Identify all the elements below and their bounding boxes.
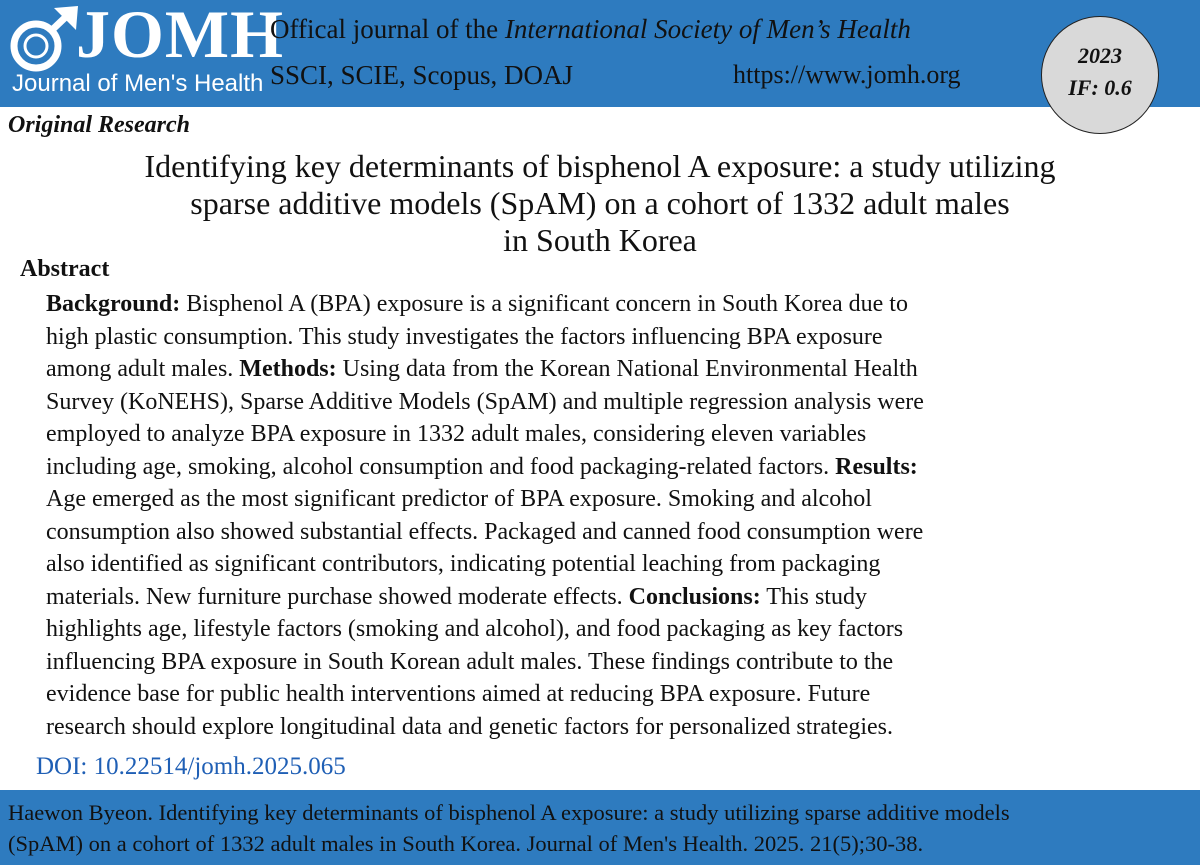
- abstract-line: among adult males. Methods: Using data from the Korean National Environmental Health: [46, 356, 918, 382]
- abstract-line: consumption also showed substantial effects. Packaged and canned food consumption were: [46, 518, 924, 545]
- abstract-line: high plastic consumption. This study investigates the factors influencing BPA exposure: [46, 323, 883, 350]
- citation-line: (SpAM) on a cohort of 1332 adult males in South Korea. Journal of Men's Health. 2025. 21(5);30-38.: [8, 831, 924, 856]
- abstract-section-label: Conclusions:: [628, 583, 761, 610]
- abstract-line: evidence base for public health interventions aimed at reducing BPA exposure. Future: [46, 681, 871, 707]
- society-statement: [270, 14, 911, 45]
- abstract-body: [46, 288, 1176, 743]
- abstract-line: also identified as significant contributors, indicating potential leaching from packaging: [46, 551, 881, 577]
- abstract-section-label: Background:: [46, 291, 181, 317]
- journal-logo[interactable]: [8, 0, 284, 104]
- abstract-line: research should explore longitudinal data and genetic factors for personalized strategies.: [46, 713, 894, 740]
- indexing-list: SSCI, SCIE, Scopus, DOAJ: [270, 60, 574, 90]
- impact-factor-badge: [1041, 16, 1159, 134]
- citation-text: [8, 797, 1193, 859]
- abstract-line: highlights age, lifestyle factors (smoking and alcohol), and food packaging as key factors: [46, 616, 904, 642]
- title-line: in South Korea: [503, 222, 697, 258]
- citation-footer: [0, 790, 1200, 865]
- male-symbol-icon: [8, 6, 80, 76]
- abstract-line: employed to analyze BPA exposure in 1332 adult males, considering eleven variables: [46, 421, 867, 447]
- abstract-heading: Abstract: [20, 256, 110, 282]
- abstract-line: materials. New furniture purchase showed moderate effects. Conclusions: This study: [46, 583, 867, 610]
- journal-header: [0, 0, 1200, 107]
- abstract-line: including age, smoking, alcohol consumption and food packaging-related factors. Results:: [46, 453, 918, 480]
- society-prefix: Offical journal of the: [270, 14, 505, 44]
- abstract-line: influencing BPA exposure in South Korean adult males. These findings contribute to the: [46, 648, 894, 675]
- abstract-section-label: Methods:: [239, 356, 337, 382]
- logo-wordmark: JOMH: [76, 0, 284, 72]
- logo-subtitle: Journal of Men's Health: [12, 70, 264, 97]
- doi-link[interactable]: DOI: 10.22514/jomh.2025.065: [36, 753, 346, 780]
- website-link[interactable]: https://www.jomh.org: [733, 60, 961, 89]
- abstract-line: Survey (KoNEHS), Sparse Additive Models (SpAM) and multiple regression analysis were: [46, 388, 924, 415]
- abstract-line: Age emerged as the most significant predictor of BPA exposure. Smoking and alcohol: [46, 486, 872, 512]
- society-name: International Society of Men’s Health: [504, 14, 911, 44]
- article-title: [0, 148, 1200, 259]
- article-type: Original Research: [8, 112, 191, 138]
- badge-year: 2023: [1078, 43, 1122, 68]
- title-line: sparse additive models (SpAM) on a cohort of 1332 adult males: [190, 185, 1010, 221]
- citation-line: Haewon Byeon. Identifying key determinants of bisphenol A exposure: a study utilizing sparse additive models: [8, 800, 1010, 825]
- title-line: Identifying key determinants of bisphenol A exposure: a study utilizing: [144, 148, 1056, 184]
- abstract-line: Background: Bisphenol A (BPA) exposure is a significant concern in South Korea due to: [46, 291, 908, 317]
- abstract-section-label: Results:: [835, 453, 918, 480]
- badge-impact-factor: IF: 0.6: [1068, 75, 1132, 100]
